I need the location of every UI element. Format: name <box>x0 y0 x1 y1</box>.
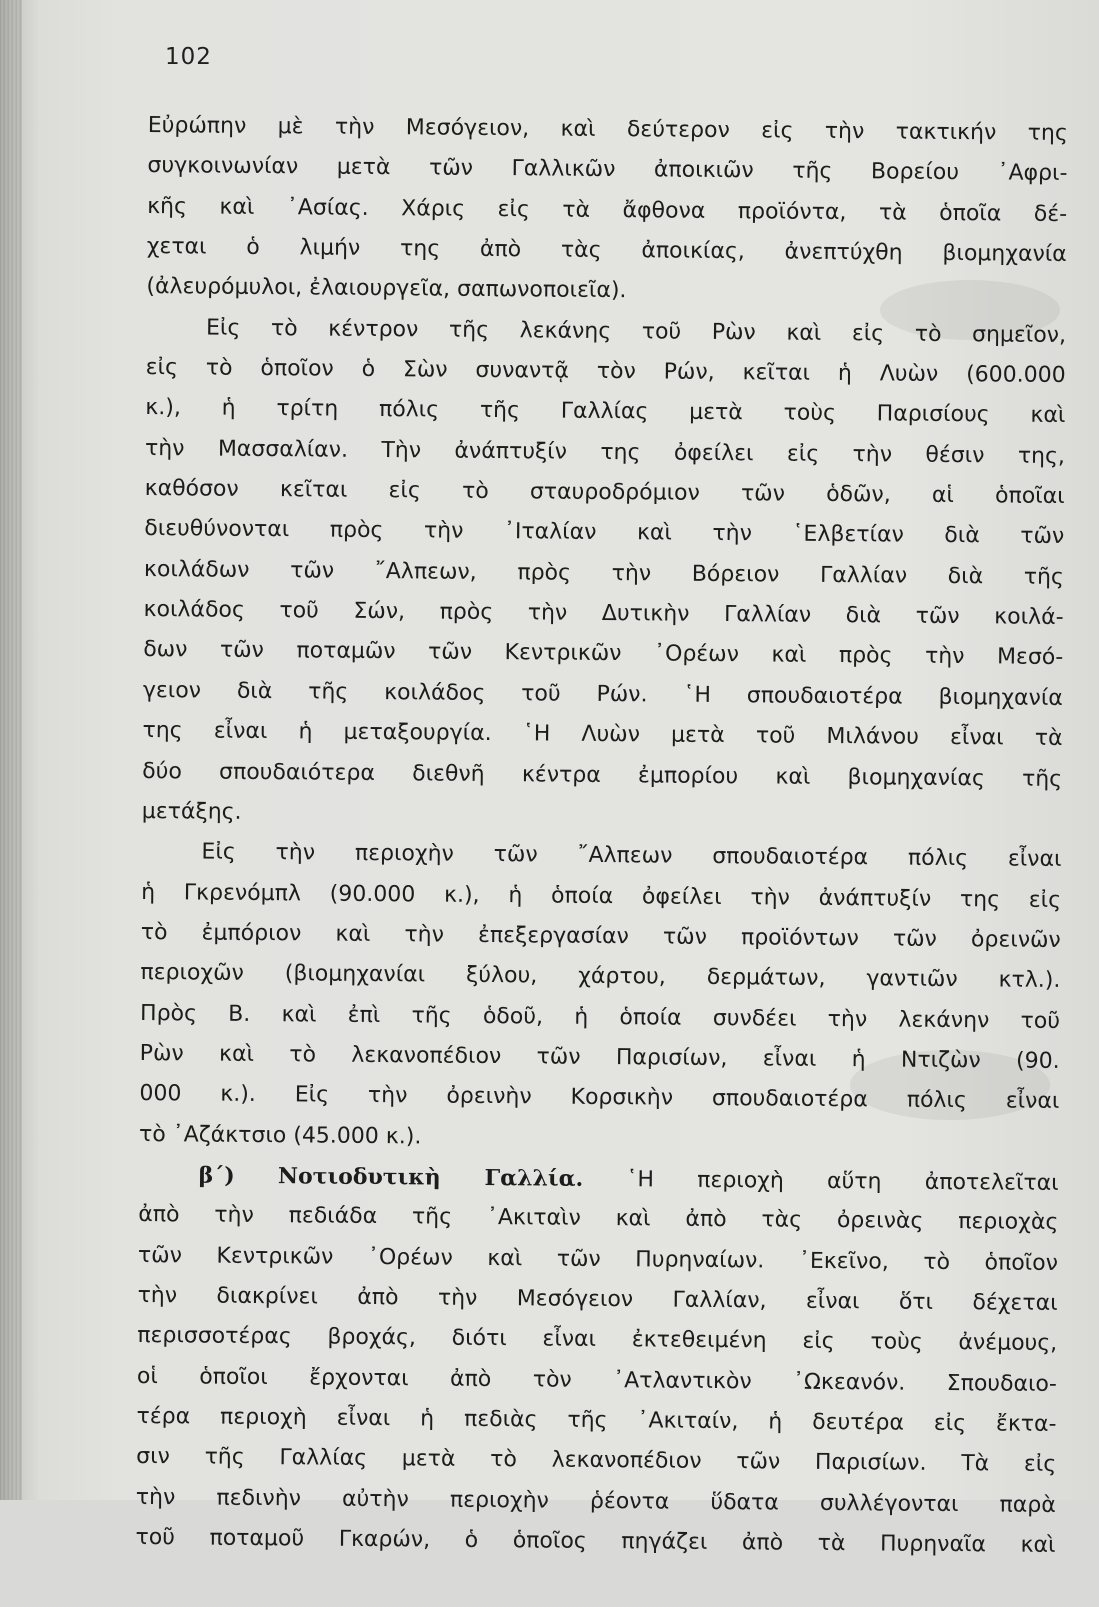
section-title: Νοτιοδυτικὴ Γαλλία. <box>277 1163 584 1192</box>
text-line: κοιλάδων τῶν ῎Αλπεων, πρὸς τὴν Βόρειον Γαλλίαν διὰ τῆς <box>143 556 1065 590</box>
text-line: καθόσον κεῖται εἰς τὸ σταυροδρόμιον τῶν ὁδῶν, αἱ ὁποῖαι <box>144 476 1065 510</box>
text-line: 000 κ.). Εἰς τὴν ὀρεινὴν Κορσικὴν σπουδαιοτέρα πόλις εἶναι <box>139 1081 1060 1115</box>
text-line: δύο σπουδαιότερα διεθνῆ κέντρα ἐμπορίου καὶ βιομηχανίας τῆς <box>142 758 1063 792</box>
text-line: σιν τῆς Γαλλίας μετὰ τὸ λεκανοπέδιον τῶν Παρισίων. Τὰ εἰς <box>136 1444 1057 1478</box>
text-line: ἀπὸ τὴν πεδιάδα τῆς ᾿Ακιταὶν καὶ ἀπὸ τὰς ὀρεινὰς περιοχὰς <box>138 1202 1059 1236</box>
text-line: περιοχῶν (βιομηχανίαι ξύλου, χάρτου, δερμάτων, γαντιῶν κτλ.). <box>140 960 1061 994</box>
text-line: τὴν διακρίνει ἀπὸ τὴν Μεσόγειον Γαλλίαν, εἶναι ὅτι δέχεται <box>137 1282 1058 1316</box>
text-line: διευθύνονται πρὸς τὴν ᾿Ιταλίαν καὶ τὴν ῾Ελβετίαν διὰ τῶν <box>144 516 1065 550</box>
text-line: ἡ Γκρενόμπλ (90.000 κ.), ἡ ὁποία ὀφείλει τὴν ἀνάπτυξίν της εἰς <box>141 879 1062 913</box>
body-text <box>135 106 1068 1607</box>
text-line: Εὐρώπην μὲ τὴν Μεσόγειον, καὶ δεύτερον εἰς τὴν τακτικήν της <box>147 112 1068 147</box>
text-line: Πρὸς Β. καὶ ἐπὶ τῆς ὁδοῦ, ἡ ὁποία συνδέει τὴν λεκάνην τοῦ <box>139 1000 1061 1034</box>
text-line: χεται ὁ λιμήν της ἀπὸ τὰς ἀποικίας, ἀνεπτύχθη βιομηχανία <box>146 234 1067 268</box>
text-line: κῆς καὶ ᾿Ασίας. Χάρις εἰς τὰ ἄφθονα προϊόντα, τὰ ὁποῖα δέ- <box>147 193 1068 227</box>
section-lead-word: ῾Η <box>626 1167 655 1193</box>
text-line: κοιλάδος τοῦ Σών, πρὸς τὴν Δυτικὴν Γαλλίαν διὰ τῶν κοιλά- <box>143 597 1064 631</box>
page-number: 102 <box>165 44 212 70</box>
text-line: περιοχὴ αὕτη ἀποτελεῖται <box>697 1167 1059 1196</box>
text-line: τέρα περιοχὴ εἶναι ἡ πεδιὰς τῆς ᾿Ακιταίν, ἡ δευτέρα εἰς ἔκτα- <box>136 1403 1057 1437</box>
text-line: εἰς τὸ ὁποῖον ὁ Σὼν συναντᾷ τὸν Ρών, κεῖται ἡ Λυὼν (600.000 <box>145 355 1066 389</box>
text-line: κ.), ἡ τρίτη πόλις τῆς Γαλλίας μετὰ τοὺς Παρισίους καὶ <box>145 395 1066 429</box>
text-line: τὴν Μασσαλίαν. Τὴν ἀνάπτυξίν της ὀφείλει εἰς τὴν θέσιν της, <box>144 435 1066 469</box>
text-line: συγκοινωνίαν μετὰ τῶν Γαλλικῶν ἀποικιῶν τῆς Βορείου ᾿Αφρι- <box>147 153 1068 187</box>
text-line: Εἰς τὴν περιοχὴν τῶν ῎Αλπεων σπουδαιοτέρα πόλις εἶναι <box>201 839 1062 873</box>
text-line <box>135 1558 1055 1606</box>
text-line: τῶν Κεντρικῶν ᾿Ορέων καὶ τῶν Πυρηναίων. ᾿Εκεῖνο, τὸ ὁποῖον <box>137 1242 1059 1276</box>
page-edge-shadow <box>0 0 22 1500</box>
text-line: τὸ ἐμπόριον καὶ τὴν ἐπεξεργασίαν τῶν προϊόντων τῶν ὀρεινῶν <box>140 919 1061 953</box>
text-line: μετάξης. <box>141 798 242 825</box>
text-line: γειον διὰ τῆς κοιλάδος τοῦ Ρών. ῾Η σπουδαιοτέρα βιομηχανία <box>142 677 1063 711</box>
section-number: β΄) <box>198 1162 235 1189</box>
text-line: της εἶναι ἡ μεταξουργία. ῾Η Λυὼν μετὰ τοῦ Μιλάνου εἶναι τὰ <box>142 718 1063 752</box>
text-line: οἱ ὁποῖοι ἔρχονται ἀπὸ τὸν ᾿Ατλαντικὸν ᾿Ωκεανόν. Σπουδαιο- <box>136 1363 1057 1397</box>
text-line: Εἰς τὸ κέντρον τῆς λεκάνης τοῦ Ρὼν καὶ εἰς τὸ σημεῖον, <box>205 315 1067 348</box>
text-line: Ρὼν καὶ τὸ λεκανοπέδιον τῶν Παρισίων, εἶναι ἡ Ντιζὼν (90. <box>139 1040 1060 1074</box>
text-line: (ἀλευρόμυλοι, ἐλαιουργεῖα, σαπωνοποιεῖα). <box>146 274 627 304</box>
text-line: περισσοτέρας βροχάς, διότι εἶναι ἐκτεθειμένη εἰς τοὺς ἀνέμους, <box>137 1323 1058 1357</box>
text-line: τὸ ᾿Αζάκτσιο (45.000 κ.). <box>138 1121 422 1150</box>
text-line: τὴν πεδινὴν αὐτὴν περιοχὴν ῥέοντα ὕδατα συλλέγονται παρὰ <box>135 1484 1056 1518</box>
text-line: τοῦ ποταμοῦ Γκαρών, ὁ ὁποῖος πηγάζει ἀπὸ τὰ Πυρηναῖα καὶ <box>135 1524 1056 1559</box>
text-line: δων τῶν ποταμῶν τῶν Κεντρικῶν ᾿Ορέων καὶ πρὸς τὴν Μεσό- <box>143 637 1064 671</box>
